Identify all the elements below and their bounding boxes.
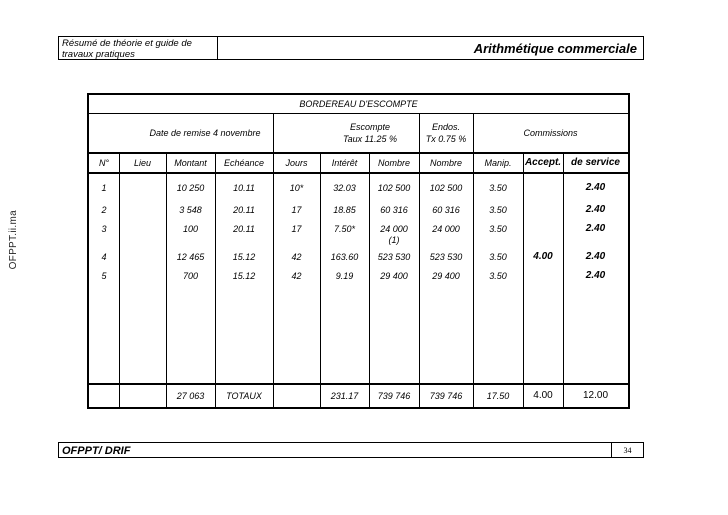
row4-montant: 12 465 (176, 252, 205, 262)
header-title: Arithmétique commerciale (218, 36, 644, 60)
col-header-service: de service (571, 157, 620, 168)
row2-manip: 3.50 (489, 205, 507, 215)
rule-h4 (89, 383, 628, 385)
bordereau-table (87, 93, 630, 409)
row2-nombre2: 60 316 (432, 205, 460, 215)
col-header-manip: Manip. (484, 158, 512, 168)
col-header-n: N° (98, 158, 110, 168)
row5-montant: 700 (182, 271, 199, 281)
row5-jours: 42 (291, 271, 302, 281)
rule-h1 (89, 113, 628, 114)
rule-h3 (89, 172, 628, 174)
escompte-label-2: Taux 11.25 % (342, 134, 398, 144)
row5-service: 2.40 (585, 270, 606, 281)
col-header-accept: Accept. (524, 157, 562, 168)
row1-montant: 10 250 (176, 183, 205, 193)
col-header-nombre-1: Nombre (377, 158, 410, 168)
total-nombre1: 739 746 (377, 391, 411, 401)
row4-interet: 163.60 (330, 252, 359, 262)
table-title: BORDEREAU D'ESCOMPTE (299, 99, 418, 109)
row5-manip: 3.50 (489, 271, 507, 281)
escompte-label-1: Escompte (349, 122, 391, 132)
row1-nombre1: 102 500 (377, 183, 411, 193)
rule-h2 (89, 152, 628, 154)
row1-nombre2: 102 500 (429, 183, 463, 193)
rule-v1 (119, 152, 120, 407)
total-accept: 4.00 (533, 390, 553, 401)
row4-echeance: 15.12 (232, 252, 256, 262)
total-montant: 27 063 (176, 391, 205, 401)
page-number: 34 (612, 442, 644, 458)
row5-nombre2: 29 400 (432, 271, 460, 281)
row1-service: 2.40 (585, 182, 606, 193)
row3-nombre1: 24 000 (380, 224, 408, 234)
endos-label-1: Endos. (431, 122, 461, 132)
row3-service: 2.40 (585, 223, 606, 234)
row2-interet: 18.85 (333, 205, 356, 215)
row4-n: 4 (101, 252, 107, 262)
row1-jours: 10* (289, 183, 304, 193)
footer-label: OFPPT/ DRIF (58, 442, 612, 458)
total-service: 12.00 (582, 390, 609, 401)
row5-n: 5 (101, 271, 107, 281)
row2-montant: 3 548 (179, 205, 202, 215)
row5-echeance: 15.12 (232, 271, 256, 281)
col-header-echeance: Echéance (223, 158, 265, 168)
row4-manip: 3.50 (489, 252, 507, 262)
col-header-lieu: Lieu (133, 158, 151, 168)
row4-accept: 4.00 (533, 251, 553, 262)
row4-nombre1: 523 530 (377, 252, 411, 262)
commissions-label: Commissions (523, 128, 578, 138)
row3-nombre1-note: (1) (388, 235, 400, 245)
rule-v9 (523, 152, 524, 407)
header-left-box (58, 36, 218, 60)
row3-montant: 100 (182, 224, 199, 234)
col-header-nombre-2: Nombre (429, 158, 462, 168)
row1-manip: 3.50 (489, 183, 507, 193)
row4-jours: 42 (291, 252, 302, 262)
row3-interet: 7.50* (333, 224, 356, 234)
row4-service: 2.40 (585, 251, 606, 262)
row5-nombre1: 29 400 (380, 271, 408, 281)
header-left-line2: travaux pratiques (62, 49, 135, 60)
row1-n: 1 (101, 183, 107, 193)
row3-echeance: 20.11 (233, 224, 255, 234)
remise-label: Date de remise 4 novembre (149, 128, 261, 138)
row2-nombre1: 60 316 (380, 205, 408, 215)
row3-nombre2: 24 000 (432, 224, 460, 234)
row2-echeance: 20.11 (233, 205, 255, 215)
total-interet: 231.17 (330, 391, 359, 401)
row1-echeance: 10.11 (233, 183, 255, 193)
row2-jours: 17 (291, 205, 302, 215)
row1-interet: 32.03 (333, 183, 356, 193)
row4-nombre2: 523 530 (429, 252, 463, 262)
row2-service: 2.40 (585, 204, 606, 215)
row2-n: 2 (101, 205, 107, 215)
row3-manip: 3.50 (489, 224, 507, 234)
col-header-interet: Intérêt (331, 158, 358, 168)
watermark: OFPPT.ii.ma (8, 210, 19, 270)
total-manip: 17.50 (486, 391, 510, 401)
row5-interet: 9.19 (335, 271, 354, 281)
endos-label-2: Tx 0.75 % (425, 134, 467, 144)
total-label: TOTAUX (226, 391, 262, 401)
row3-jours: 17 (291, 224, 302, 234)
col-header-montant: Montant (174, 158, 207, 168)
header-left-line1: Résumé de théorie et guide de (62, 38, 192, 49)
total-nombre2: 739 746 (429, 391, 463, 401)
row3-n: 3 (101, 224, 107, 234)
col-header-jours: Jours (285, 158, 308, 168)
